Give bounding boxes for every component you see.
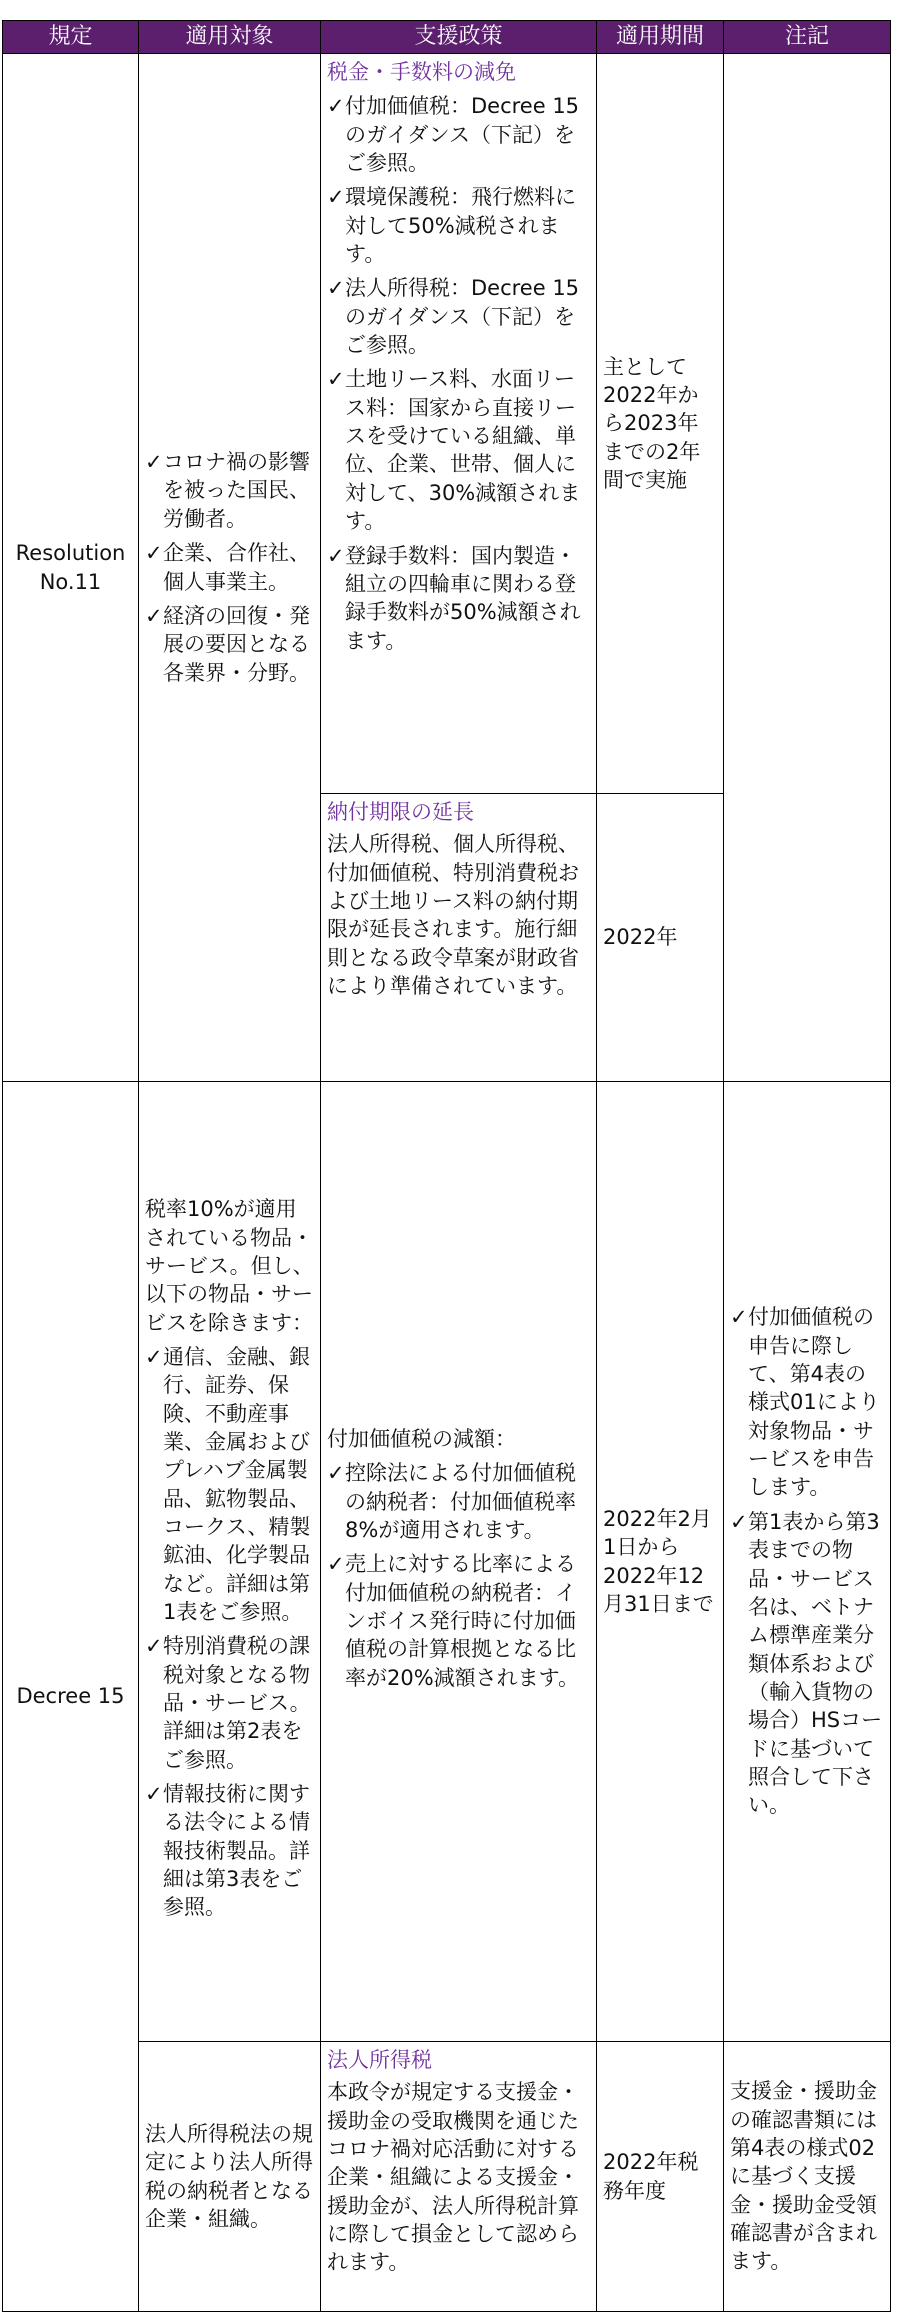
period-cell: [597, 1082, 724, 2042]
policy-subtitle: 法人所得税: [327, 2048, 432, 2072]
notes-cell: [724, 2042, 891, 2312]
policy-list: [327, 1459, 590, 1692]
policy-cell: [321, 54, 597, 794]
policy-intro: 付加価値税の減額：: [327, 1426, 516, 1451]
period-cell: [597, 2042, 724, 2312]
list-item: ✓ 企業、合作社、個人事業主。: [145, 539, 314, 596]
header-row: [3, 21, 891, 54]
regulation-name: Resolution No.11: [15, 541, 126, 594]
support-policy-table: [2, 20, 891, 2312]
period-text: 2022年: [603, 925, 678, 950]
period-cell: [597, 794, 724, 1082]
list-item: ✓ 第1表から第3表までの物品・サービス名は、ベトナム標準産業分類体系および（輸入貨物の場合）HSコードに基づいて照合して下さい。: [730, 1508, 884, 1820]
regulation-cell: [3, 1082, 139, 2312]
header-target: 適用対象: [139, 21, 321, 54]
policy-cell: [321, 1082, 597, 2042]
policy-text: 法人所得税、個人所得税、付加価値税、特別消費税および土地リース料の納付期限が延長されます。施行細則となる政令草案が財政省により準備されています。: [327, 832, 579, 999]
list-item: ✓ 法人所得税：Decree 15のガイダンス（下記）をご参照。: [327, 274, 590, 359]
list-item: ✓ 土地リース料、水面リース料：国家から直接リースを受けている組織、単位、企業、世帯、個人に対して、30%減額されます。: [327, 365, 590, 535]
policy-subtitle: 納付期限の延長: [327, 800, 474, 824]
period-text: 2022年2月1日から 2022年12月31日まで: [603, 1506, 714, 1616]
regulation-name: Decree 15: [16, 1684, 125, 1709]
target-list: [145, 1343, 314, 1922]
target-cell: [139, 2042, 321, 2312]
header-period: 適用期間: [597, 21, 724, 54]
target-list: [145, 448, 314, 687]
period-text: 主として2022年から2023年までの2年間で実施: [603, 354, 701, 493]
policy-cell: [321, 2042, 597, 2312]
notes-text: 支援金・援助金の確認書類には第4表の様式02に基づく支援金・援助金受領確認書が含まれます。: [730, 2079, 877, 2274]
header-notes: 注記: [724, 21, 891, 54]
regulation-cell: [3, 54, 139, 1082]
list-item: ✓ 登録手数料：国内製造・組立の四輪車に関わる登録手数料が50%減額されます。: [327, 542, 590, 655]
policy-subtitle: 税金・手数料の減免: [327, 60, 516, 84]
list-item: ✓ 通信、金融、銀行、証券、保険、不動産事業、金属およびプレハブ金属製品、鉱物製品、コークス、精製鉱油、化学製品など。詳細は第1表をご参照。: [145, 1343, 314, 1626]
list-item: ✓ コロナ禍の影響を被った国民、労働者。: [145, 448, 314, 533]
notes-cell: [724, 1082, 891, 2042]
list-item: ✓ 控除法による付加価値税の納税者：付加価値税率8%が適用されます。: [327, 1459, 590, 1544]
target-cell: [139, 54, 321, 1082]
header-policy: 支援政策: [321, 21, 597, 54]
policy-text: 本政令が規定する支援金・援助金の受取機関を通じたコロナ禍対応活動に対する企業・組織による支援金・援助金が、法人所得税計算に際して損金として認められます。: [327, 2080, 579, 2275]
notes-cell: [724, 54, 891, 1082]
list-item: ✓ 付加価値税の申告に際して、第4表の様式01により対象物品・サービスを申告します。: [730, 1303, 884, 1501]
notes-list: [730, 1303, 884, 1819]
list-item: ✓ 情報技術に関する法令による情報技術製品。詳細は第3表をご参照。: [145, 1780, 314, 1922]
period-text: 2022年税務年度: [603, 2150, 699, 2203]
list-item: ✓ 経済の回復・発展の要因となる各業界・分野。: [145, 602, 314, 687]
header-regulation: 規定: [3, 21, 139, 54]
list-item: ✓ 特別消費税の課税対象となる物品・サービス。詳細は第2表をご参照。: [145, 1632, 314, 1774]
list-item: ✓ 売上に対する比率による付加価値税の納税者：インボイス発行時に付加価値税の計算根拠となる比率が20%減額されます。: [327, 1550, 590, 1692]
table-row: [3, 1082, 891, 2042]
period-cell: [597, 54, 724, 794]
list-item: ✓ 付加価値税：Decree 15のガイダンス（下記）をご参照。: [327, 92, 590, 177]
policy-cell: [321, 794, 597, 1082]
table-row: [3, 54, 891, 794]
target-cell: [139, 1082, 321, 2042]
policy-list: [327, 92, 590, 655]
list-item: ✓ 環境保護税：飛行燃料に対して50%減税されます。: [327, 183, 590, 268]
target-intro: 税率10%が適用されている物品・サービス。但し、以下の物品・サービスを除きます：: [145, 1197, 314, 1335]
target-text: 法人所得税法の規定により法人所得税の納税者となる企業・組織。: [145, 2121, 313, 2231]
